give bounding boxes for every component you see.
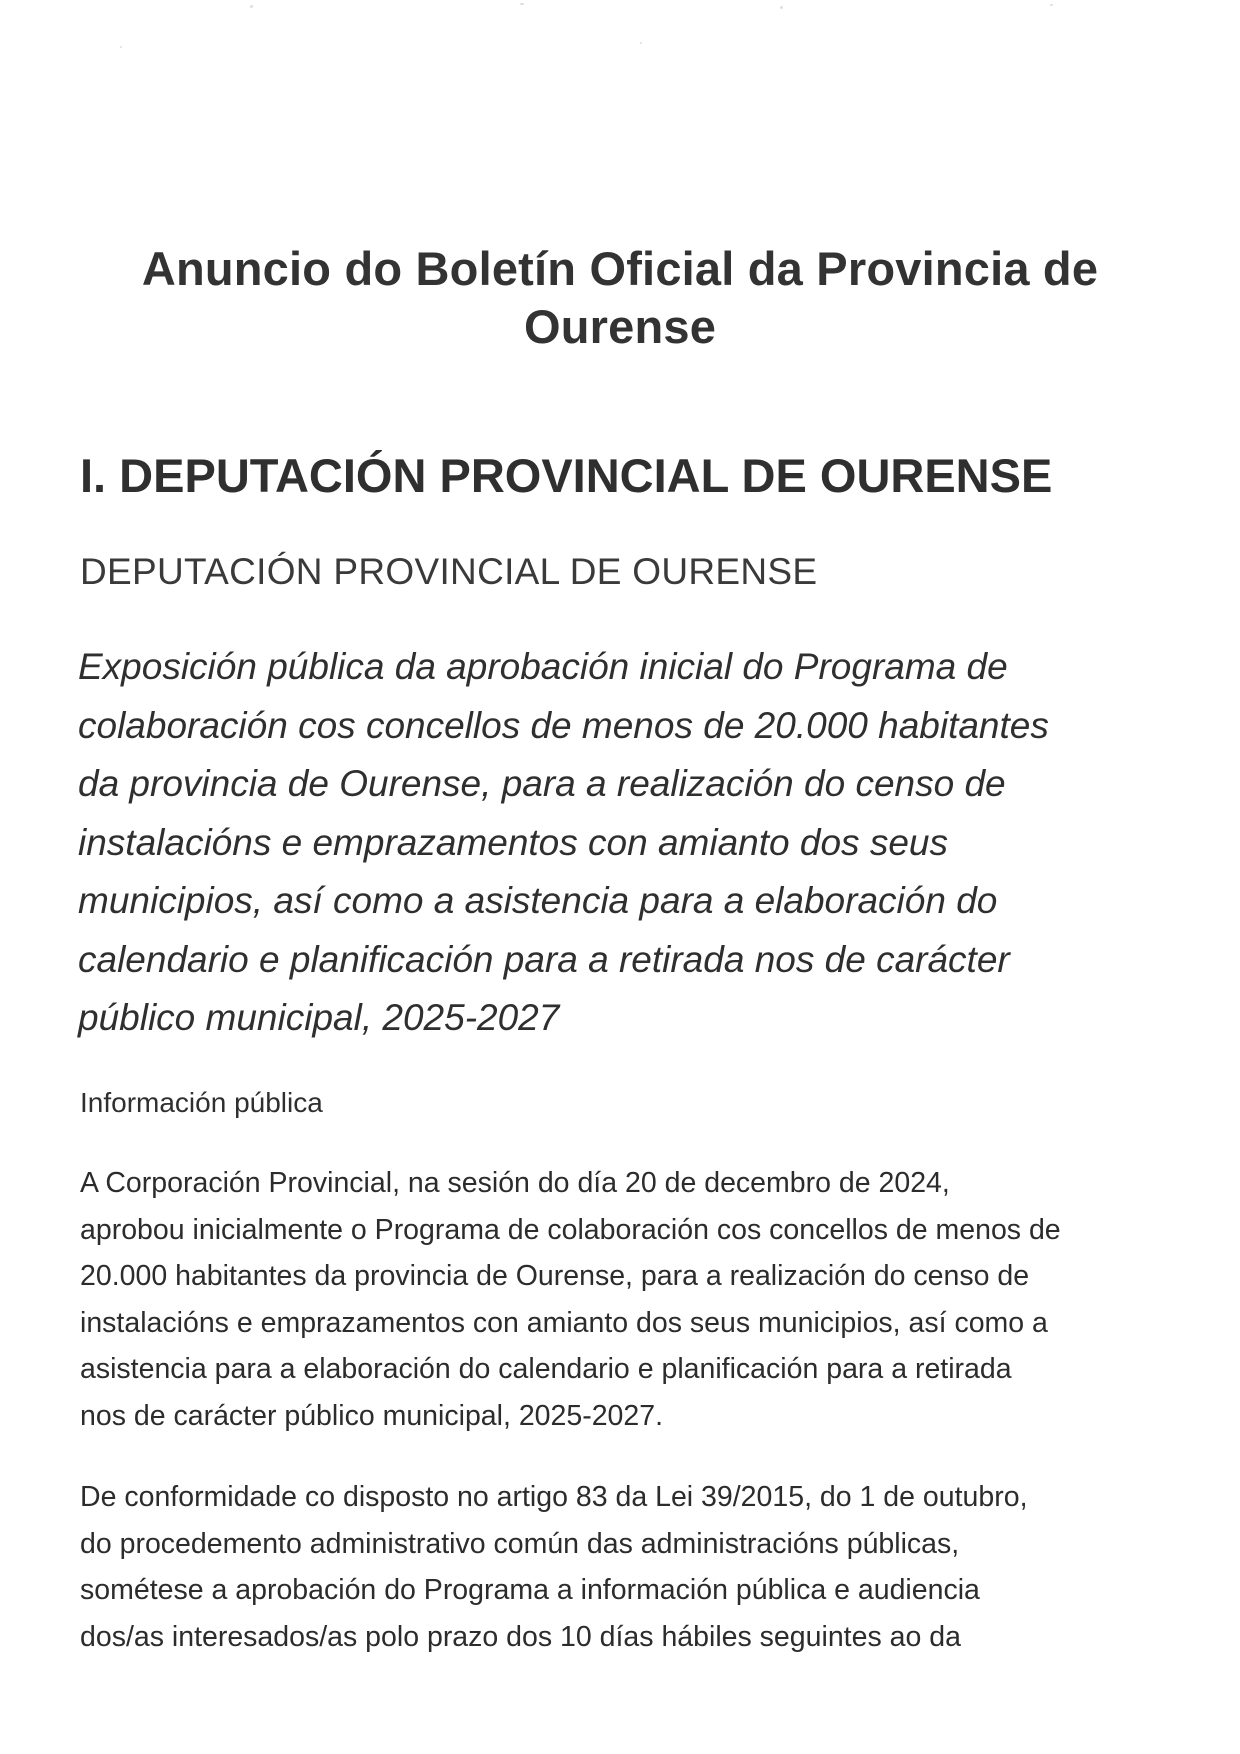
document-title-line: Ourense xyxy=(523,300,717,353)
paragraph-line: do procedemento administrativo común das administracións públicas, xyxy=(80,1527,960,1560)
paragraph-line: aprobou inicialmente o Programa de colaboración cos concellos de menos de xyxy=(80,1213,1061,1246)
summary-line: municipios, así como a asistencia para a elaboración do xyxy=(78,880,998,921)
entity-name: DEPUTACIÓN PROVINCIAL DE OURENSE xyxy=(80,551,818,592)
paragraph-line: nos de carácter público municipal, 2025-2027. xyxy=(80,1399,664,1432)
paragraph-line: asistencia para a elaboración do calendario e planificación para a retirada xyxy=(80,1353,1012,1386)
paragraph-line: instalacións e emprazamentos con amianto dos seus municipios, así como a xyxy=(80,1306,1048,1339)
announcement-summary xyxy=(78,638,1178,1048)
paragraph-line: De conformidade co disposto no artigo 83 da Lei 39/2015, do 1 de outubro, xyxy=(80,1481,1028,1513)
summary-line: colaboración cos concellos de menos de 20.000 habitantes xyxy=(78,704,1049,746)
section-heading: I. DEPUTACIÓN PROVINCIAL DE OURENSE xyxy=(80,449,1053,502)
paragraph-line: dos/as interesados/as polo prazo dos 10 días hábiles seguintes ao da xyxy=(80,1620,961,1653)
document-title-line: Anuncio do Boletín Oficial da Provincia de xyxy=(141,242,1099,295)
summary-line: público municipal, 2025-2027 xyxy=(78,997,560,1038)
scan-speck xyxy=(640,42,642,44)
paragraph-line: 20.000 habitantes da provincia de Ourense, para a realización do censo de xyxy=(80,1260,1030,1293)
info-label: Información pública xyxy=(80,1087,323,1118)
scan-speck xyxy=(120,46,122,48)
summary-line: da provincia de Ourense, para a realización do censo de xyxy=(78,763,1006,804)
scan-speck xyxy=(780,6,783,9)
paragraph-line: sométese a aprobación do Programa a información pública e audiencia xyxy=(80,1574,980,1607)
body-paragraph-1 xyxy=(80,1160,1180,1440)
scan-speck xyxy=(250,5,253,8)
scan-speck xyxy=(1050,4,1053,6)
body-paragraph-2 xyxy=(80,1474,1180,1660)
document-title xyxy=(60,240,1180,356)
summary-line: Exposición pública da aprobación inicial do Programa de xyxy=(78,646,1008,687)
paragraph-line: A Corporación Provincial, na sesión do día 20 de decembro de 2024, xyxy=(80,1167,950,1199)
scan-speck xyxy=(520,3,524,5)
summary-line: calendario e planificación para a retirada nos de carácter xyxy=(78,938,1010,980)
summary-line: instalacións e emprazamentos con amianto dos seus xyxy=(78,821,948,863)
